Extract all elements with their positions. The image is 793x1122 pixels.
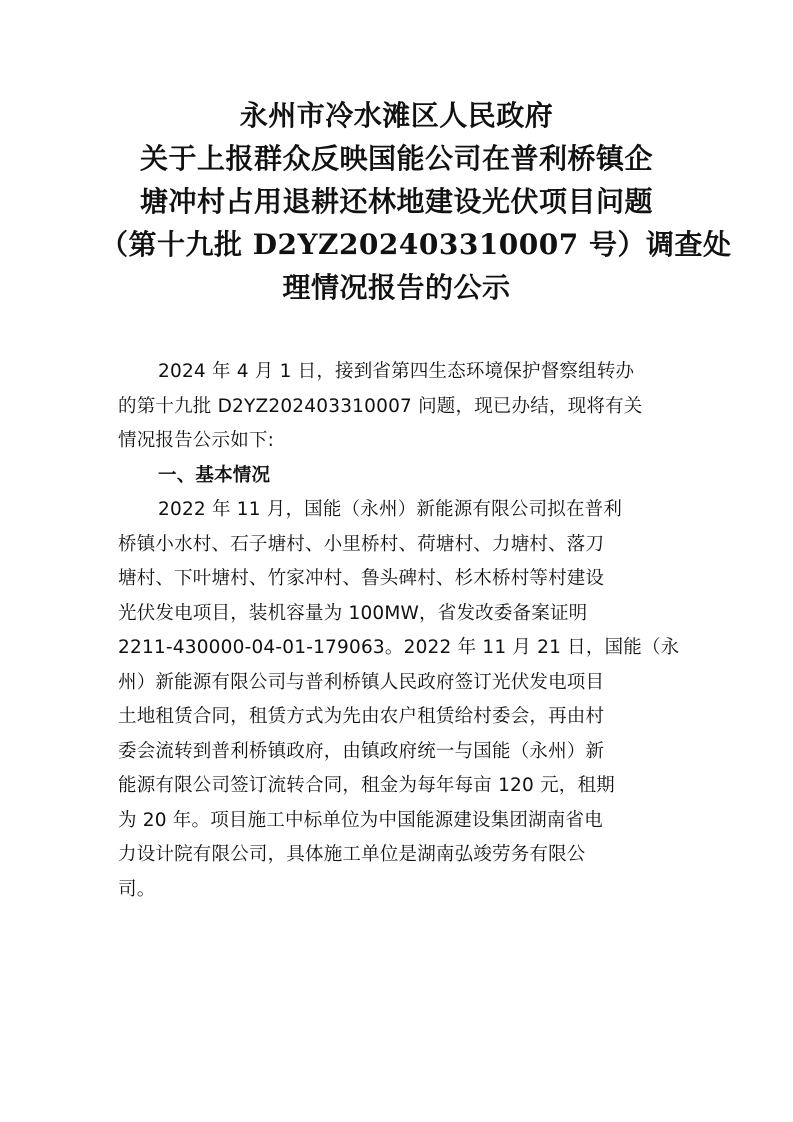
paragraph-line: 州）新能源有限公司与普利桥镇人民政府签订光伏发电项目 xyxy=(118,671,605,693)
paragraph-line: 2024 年 4 月 1 日，接到省第四生态环境保护督察组转办 xyxy=(158,361,635,382)
paragraph-line: 情况报告公示如下: xyxy=(118,430,275,451)
document-title xyxy=(100,94,732,309)
title-line: （第十九批 D2YZ202403310007 号）调查处 xyxy=(100,228,732,261)
title-line: 理情况报告的公示 xyxy=(282,271,511,304)
paragraph-line: 为 20 年。项目施工中标单位为中国能源建设集团湖南省电 xyxy=(118,809,603,831)
section-heading: 一、基本情况 xyxy=(158,464,271,486)
paragraph-line: 2022 年 11 月，国能（永州）新能源有限公司拟在普利 xyxy=(158,499,623,520)
title-line: 关于上报群众反映国能公司在普利桥镇企 xyxy=(139,142,653,175)
paragraph-line: 2211-430000-04-01-179063。2022 年 11 月 21 日，国能（永 xyxy=(118,637,680,658)
paragraph-line: 的第十九批 D2YZ202403310007 问题，现已办结，现将有关 xyxy=(118,395,643,417)
basic-situation-paragraph xyxy=(118,493,686,907)
intro-paragraph xyxy=(118,355,686,459)
paragraph-line: 司。 xyxy=(118,878,156,900)
paragraph-line: 力设计院有限公司，具体施工单位是湖南弘竣劳务有限公 xyxy=(118,844,586,865)
paragraph-line: 能源有限公司签订流转合同，租金为每年每亩 120 元，租期 xyxy=(118,775,615,796)
paragraph-line: 桥镇小水村、石子塘村、小里桥村、荷塘村、力塘村、落刀 xyxy=(118,533,605,555)
paragraph-line: 土地租赁合同，租赁方式为先由农户租赁给村委会，再由村 xyxy=(118,706,605,727)
document-body xyxy=(118,355,686,907)
paragraph-line: 塘村、下叶塘村、竹家冲村、鲁头碑村、杉木桥村等村建设 xyxy=(118,568,605,589)
paragraph-line: 委会流转到普利桥镇政府，由镇政府统一与国能（永州）新 xyxy=(118,740,605,762)
title-line: 塘冲村占用退耕还林地建设光伏项目问题 xyxy=(139,185,653,218)
paragraph-line: 光伏发电项目，装机容量为 100MW，省发改委备案证明 xyxy=(118,602,588,624)
title-line: 永州市冷水滩区人民政府 xyxy=(239,99,554,132)
